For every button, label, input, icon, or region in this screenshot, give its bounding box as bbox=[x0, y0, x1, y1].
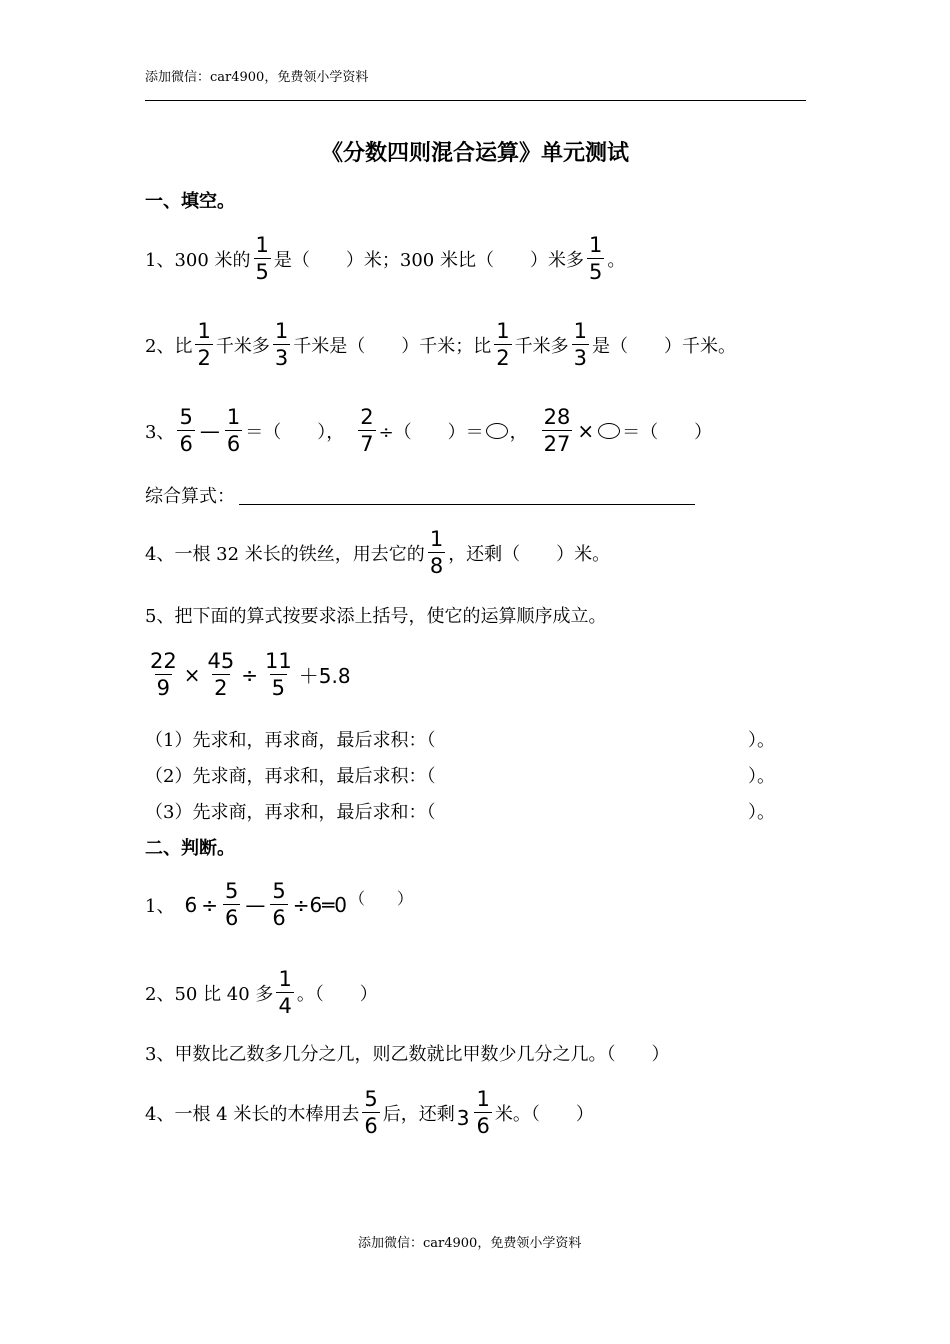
denominator: 6 bbox=[364, 1114, 378, 1138]
denominator: 8 bbox=[429, 554, 444, 578]
fraction bbox=[572, 318, 589, 371]
q5-item-label: （1）先求和，再求商，最后求积：（ bbox=[145, 730, 436, 751]
q3-comma: ， bbox=[509, 421, 528, 443]
fraction bbox=[263, 648, 294, 701]
fraction bbox=[358, 404, 375, 457]
answer-underline bbox=[239, 486, 695, 505]
numerator: 11 bbox=[265, 649, 292, 673]
numerator: 5 bbox=[179, 405, 193, 429]
judge-question-1 bbox=[145, 878, 413, 931]
q2-text-e: 是（ ）千米。 bbox=[591, 335, 736, 357]
q3-equals-blank-2: ＝（ ） bbox=[622, 421, 713, 443]
fraction bbox=[148, 648, 179, 701]
fraction bbox=[276, 966, 293, 1019]
denominator: 5 bbox=[255, 260, 269, 284]
numerator: 1 bbox=[226, 405, 241, 429]
judge-question-4 bbox=[145, 1086, 594, 1139]
q5-item-2-end: ）。 bbox=[748, 766, 775, 787]
section1-heading: 一、填空。 bbox=[145, 191, 235, 212]
minus-sign: — bbox=[199, 418, 220, 443]
q2-text-d: 千米多 bbox=[514, 335, 569, 357]
fraction bbox=[270, 878, 287, 931]
answer-paren: （ ） bbox=[348, 889, 413, 908]
j3-text: 3、甲数比乙数多几分之几，则乙数就比甲数少几分之几。（ ） bbox=[145, 1044, 670, 1065]
numerator: 1 bbox=[588, 233, 603, 257]
fraction bbox=[428, 526, 445, 579]
section2-heading: 二、判断。 bbox=[145, 838, 235, 859]
j4-text-c: 米。（ ） bbox=[494, 1103, 594, 1125]
q5-item-3-end: ）。 bbox=[748, 802, 775, 823]
judge-question-3 bbox=[145, 1040, 669, 1066]
q2-text-c: 千米是（ ）千米；比 bbox=[293, 335, 492, 357]
fill-question-5 bbox=[145, 602, 606, 628]
q5-item-label: （2）先求商，再求和，最后求积：（ bbox=[145, 766, 436, 787]
divide-sign: ÷ bbox=[241, 662, 258, 687]
q5-item-label: （3）先求商，再求和，最后求和：（ bbox=[145, 802, 436, 823]
q3-text-a: 3、 bbox=[145, 421, 175, 443]
page-footer: 添加微信：car4900，免费领小学资料 bbox=[358, 1236, 582, 1251]
q5-item-2 bbox=[145, 762, 435, 788]
q5-item-1 bbox=[145, 726, 435, 752]
q5-item-1-end: ）。 bbox=[748, 730, 775, 751]
q3-divide-blank: ÷（ ）＝ bbox=[378, 421, 484, 443]
circle-blank-icon bbox=[598, 423, 620, 439]
page-title: 《分数四则混合运算》单元测试 bbox=[320, 140, 629, 166]
q1-text-b: 是（ ）米；300 米比（ ）米多 bbox=[273, 249, 584, 271]
combined-formula-line bbox=[145, 482, 695, 508]
j4-text-b: 后，还剩 bbox=[382, 1103, 455, 1125]
fraction bbox=[254, 232, 271, 285]
numerator: 1 bbox=[278, 967, 292, 991]
j1-text-a: 1、 bbox=[145, 895, 175, 917]
q4-text-b: ，还剩（ ）米。 bbox=[448, 543, 611, 565]
denominator: 2 bbox=[214, 676, 228, 700]
mixed-whole: 3 bbox=[456, 1105, 470, 1130]
six-number: 6 bbox=[184, 892, 198, 917]
plus-term: ＋5.8 bbox=[298, 664, 351, 688]
denominator: 6 bbox=[272, 906, 286, 930]
fill-question-2 bbox=[145, 318, 736, 371]
numerator: 1 bbox=[197, 319, 211, 343]
q1-text-a: 1、300 米的 bbox=[145, 249, 251, 271]
numerator: 1 bbox=[274, 319, 289, 343]
denominator: 4 bbox=[278, 994, 292, 1018]
denominator: 3 bbox=[573, 346, 587, 370]
fraction bbox=[474, 1086, 491, 1139]
numerator: 5 bbox=[364, 1087, 378, 1111]
minus-sign: — bbox=[245, 892, 266, 917]
divide-sign: ÷ bbox=[201, 892, 218, 917]
denominator: 5 bbox=[588, 260, 603, 284]
fraction bbox=[223, 878, 240, 931]
numerator: 2 bbox=[360, 405, 374, 429]
fraction bbox=[206, 648, 237, 701]
page-header: 添加微信：car4900，免费领小学资料 bbox=[145, 70, 369, 85]
q4-text-a: 4、一根 32 米长的铁丝，用去它的 bbox=[145, 543, 425, 565]
denominator: 27 bbox=[543, 432, 571, 456]
denominator: 6 bbox=[476, 1114, 490, 1138]
fill-question-4 bbox=[145, 526, 610, 579]
numerator: 1 bbox=[255, 233, 269, 257]
times-sign: × bbox=[183, 662, 201, 687]
numerator: 45 bbox=[207, 649, 235, 673]
denominator: 6 bbox=[226, 432, 241, 456]
circle-blank-icon bbox=[486, 423, 508, 439]
j2-text-a: 2、50 比 40 多 bbox=[145, 983, 274, 1005]
q1-text-c: 。 bbox=[607, 249, 626, 271]
j1-rest: ÷6═0 bbox=[292, 892, 347, 917]
fraction bbox=[542, 404, 573, 457]
q5-item-3 bbox=[145, 798, 435, 824]
denominator: 3 bbox=[274, 346, 289, 370]
judge-question-2 bbox=[145, 966, 378, 1019]
q5-text: 5、把下面的算式按要求添上括号，使它的运算顺序成立。 bbox=[145, 606, 607, 627]
denominator: 9 bbox=[156, 676, 171, 700]
header-rule bbox=[145, 100, 806, 101]
fraction bbox=[177, 404, 194, 457]
fraction bbox=[587, 232, 604, 285]
fraction bbox=[494, 318, 511, 371]
numerator: 1 bbox=[496, 319, 510, 343]
j4-text-a: 4、一根 4 米长的木棒用去 bbox=[145, 1103, 360, 1125]
q2-text-a: 2、比 bbox=[145, 335, 193, 357]
denominator: 2 bbox=[496, 346, 510, 370]
fraction bbox=[273, 318, 290, 371]
j2-text-b: 。（ ） bbox=[296, 983, 378, 1005]
denominator: 6 bbox=[179, 432, 193, 456]
fraction bbox=[225, 404, 242, 457]
q2-text-b: 千米多 bbox=[215, 335, 270, 357]
fraction bbox=[195, 318, 212, 371]
fill-question-3 bbox=[145, 404, 712, 457]
q3-equals-blank: ＝（ ）， bbox=[245, 421, 345, 443]
numerator: 5 bbox=[224, 879, 239, 903]
q5-expression bbox=[145, 648, 353, 701]
numerator: 1 bbox=[573, 319, 587, 343]
denominator: 2 bbox=[197, 346, 211, 370]
denominator: 7 bbox=[360, 432, 374, 456]
numerator: 1 bbox=[429, 527, 444, 551]
numerator: 22 bbox=[150, 649, 177, 673]
numerator: 5 bbox=[272, 879, 286, 903]
times-sign: × bbox=[577, 418, 595, 443]
denominator: 6 bbox=[224, 906, 239, 930]
denominator: 5 bbox=[271, 676, 286, 700]
combined-formula-label: 综合算式： bbox=[145, 486, 235, 507]
numerator: 28 bbox=[543, 405, 571, 429]
numerator: 1 bbox=[476, 1087, 490, 1111]
fraction bbox=[362, 1086, 379, 1139]
fill-question-1 bbox=[145, 232, 625, 285]
